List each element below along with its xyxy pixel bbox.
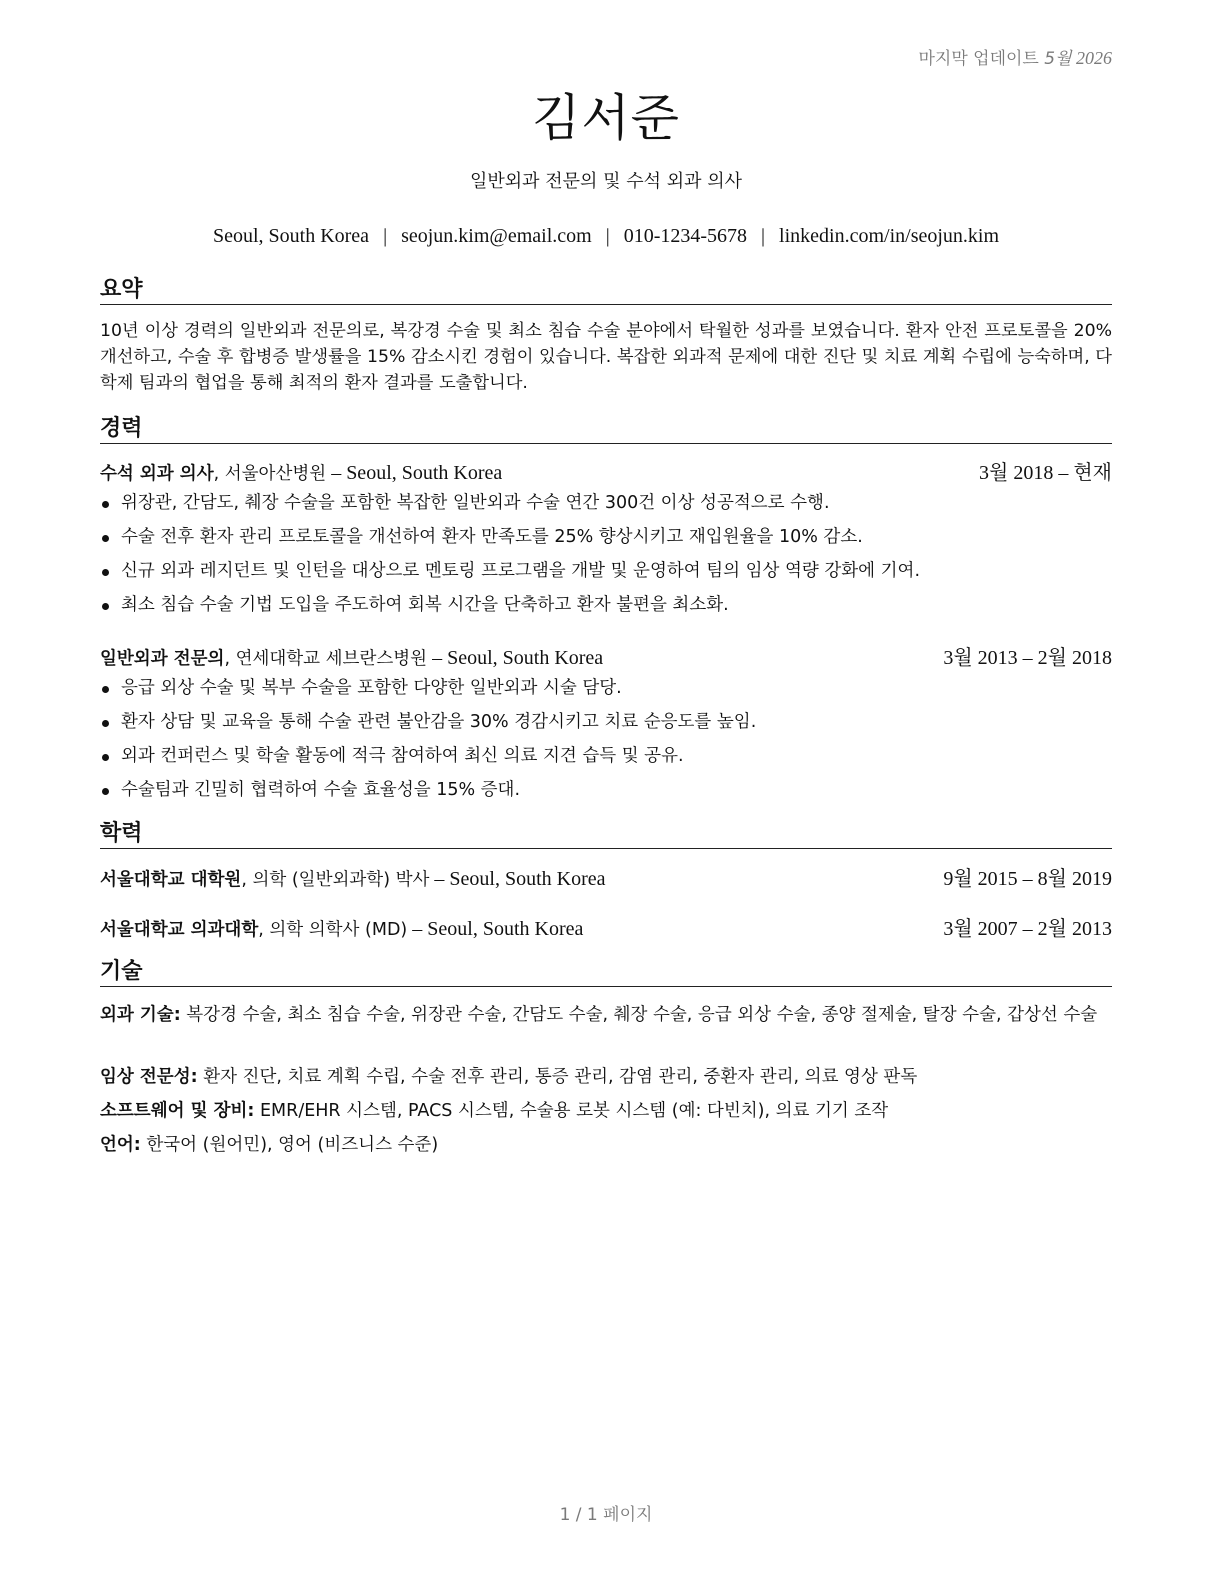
bullet-icon (102, 788, 109, 795)
list-item: 응급 외상 수술 및 복부 수술을 포함한 다양한 일반외과 시술 담당. (100, 671, 1112, 705)
skill-value: 환자 진단, 치료 계획 수립, 수술 전후 관리, 통증 관리, 감염 관리, 중환자 관리, 의료 영상 판독 (197, 1067, 918, 1087)
job-title: 일반외과 전문의 (100, 649, 225, 669)
bullet-icon (102, 569, 109, 576)
list-item: 신규 외과 레지던트 및 인턴을 대상으로 멘토링 프로그램을 개발 및 운영하여 팀의 임상 역량 강화에 기여. (100, 554, 1112, 588)
page-indicator: 1 / 1 페이지 (559, 1505, 653, 1525)
job-entry-header (100, 460, 1112, 487)
bullet-icon (102, 603, 109, 610)
contact-email[interactable]: seojun.kim@email.com (401, 225, 592, 247)
skill-row (100, 1098, 1112, 1124)
section-title-skills: 기술 (100, 958, 1112, 987)
last-updated-label: 마지막 업데이트 (918, 49, 1039, 69)
education-location: – Seoul, South Korea (429, 868, 606, 890)
list-item: 외과 컨퍼런스 및 학술 활동에 적극 참여하여 최신 의료 지견 습득 및 공유. (100, 739, 1112, 773)
job-date: 3월 2013 – 2월 2018 (943, 647, 1112, 669)
skill-label: 언어: (100, 1135, 141, 1155)
bullet-icon (102, 720, 109, 727)
candidate-name: 김서준 (532, 89, 680, 147)
contact-location: Seoul, South Korea (212, 225, 370, 247)
job-location: – Seoul, South Korea (427, 647, 604, 669)
list-item: 환자 상담 및 교육을 통해 수술 관련 불안감을 30% 경감시키고 치료 순응도를 높임. (100, 705, 1112, 739)
last-updated-month: 5월 2026 (1044, 48, 1112, 69)
education-entry (100, 916, 1112, 943)
bullet-icon (102, 535, 109, 542)
list-item: 최소 침습 수술 기법 도입을 주도하여 회복 시간을 단축하고 환자 불편을 최소화. (100, 588, 1112, 622)
section-title-summary: 요약 (100, 276, 1112, 305)
job-entry-header (100, 645, 1112, 672)
list-item: 위장관, 간담도, 췌장 수술을 포함한 복잡한 일반외과 수술 연간 300건 이상 성공적으로 수행. (100, 486, 1112, 520)
list-item: 수술팀과 긴밀히 협력하여 수술 효율성을 15% 증대. (100, 773, 1112, 807)
contact-separator: | (605, 225, 610, 247)
summary-text: 10년 이상 경력의 일반외과 전문의로, 복강경 수술 및 최소 침습 수술 분야에서 탁월한 성과를 보였습니다. 환자 안전 프로토콜을 20% 개선하고, 수술 후 합병증 발생률을 15% 감소시킨 경험이 있습니다. 복잡한 외과적 문제에 대한 진단 및 치료 계획 수립에 능숙하며, 다학제 팀과의 협업을 통해 최적의 환자 결과를 도출합니다. (100, 321, 1112, 393)
skill-label: 소프트웨어 및 장비: (100, 1101, 255, 1121)
contact-line (100, 223, 1112, 249)
job-title: 수석 외과 의사 (100, 464, 214, 484)
bullet-icon (102, 501, 109, 508)
contact-separator: | (383, 225, 388, 247)
skill-row (100, 1132, 1112, 1158)
job-organization: , 서울아산병원 (213, 464, 327, 484)
education-degree: , 의학 (일반외과학) 박사 (241, 870, 430, 890)
job-date: 3월 2018 – 현재 (979, 462, 1112, 484)
education-entry (100, 866, 1112, 893)
education-school: 서울대학교 의과대학 (100, 920, 259, 940)
skill-value: EMR/EHR 시스템, PACS 시스템, 수술용 로봇 시스템 (예: 다빈치), 의료 기기 조작 (254, 1101, 889, 1121)
skill-label: 임상 전문성: (100, 1067, 198, 1087)
contact-separator: | (761, 225, 766, 247)
section-title-experience: 경력 (100, 415, 1112, 444)
contact-phone[interactable]: 010-1234-5678 (623, 225, 748, 247)
education-date: 9월 2015 – 8월 2019 (943, 868, 1112, 890)
contact-linkedin[interactable]: linkedin.com/in/seojun.kim (779, 225, 1000, 247)
section-title-education: 학력 (100, 820, 1112, 849)
bullet-icon (102, 686, 109, 693)
job-bullet-list (100, 486, 1112, 622)
candidate-headline: 일반외과 전문의 및 수석 외과 의사 (469, 171, 743, 192)
bullet-icon (102, 754, 109, 761)
skill-value: 한국어 (원어민), 영어 (비즈니스 수준) (140, 1135, 439, 1155)
list-item: 수술 전후 환자 관리 프로토콜을 개선하여 환자 만족도를 25% 향상시키고 재입원율을 10% 감소. (100, 520, 1112, 554)
skill-row (100, 1002, 1112, 1028)
skill-label: 외과 기술: (100, 1005, 181, 1025)
job-location: – Seoul, South Korea (326, 462, 503, 484)
skill-row (100, 1064, 1112, 1090)
resume-page (100, 0, 1112, 1584)
job-bullet-list (100, 671, 1112, 807)
education-location: – Seoul, South Korea (407, 918, 584, 940)
education-school: 서울대학교 대학원 (100, 870, 242, 890)
last-updated (918, 44, 1112, 69)
education-date: 3월 2007 – 2월 2013 (943, 918, 1112, 940)
education-degree: , 의학 의학사 (MD) (258, 920, 408, 940)
skill-value: 복강경 수술, 최소 침습 수술, 위장관 수술, 간담도 수술, 췌장 수술, 응급 외상 수술, 종양 절제술, 탈장 수술, 갑상선 수술 (180, 1005, 1098, 1025)
job-organization: , 연세대학교 세브란스병원 (224, 649, 428, 669)
